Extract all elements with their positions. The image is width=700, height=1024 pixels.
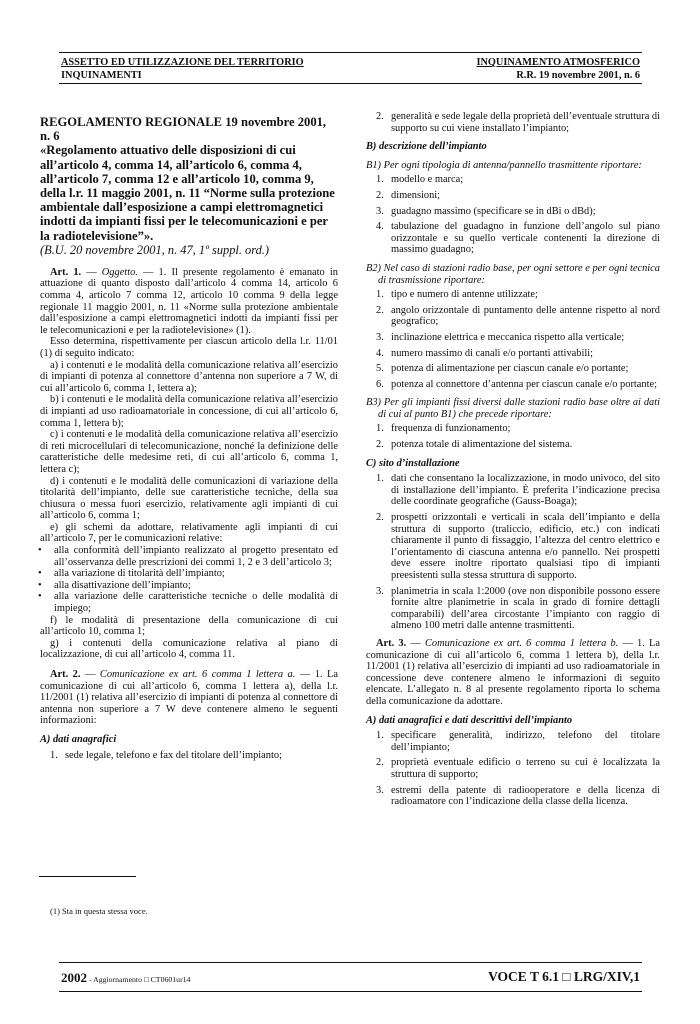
running-header (59, 52, 642, 84)
list-item: 1. tipo e numero di antenne utilizzate; (376, 289, 538, 301)
list-item: 2. prospetti orizzontali e verticali in scala dell’impianto e della struttura di supporto (traliccio, edificio, etc.) con indicati chiaramente il punto di fissaggio, l’altezza del centro elettrico e l’orientamento di ciascuna antenna e/o pannello. Nei prospetti deve essere inoltre riportato qualsiasi tipo di impianti preesistenti sulla stessa struttura di supporto. (376, 512, 660, 581)
art2-section-a: A) dati anagrafici (40, 733, 117, 745)
art1-paragraph: Art. 1. — Oggetto. — 1. Il presente regolamento è emanato in attuazione di quanto disposto dall’articolo 4 comma 14, articolo 6 comma 4, articolo 7 comma 12, articolo 10 comma 9 della legge regionale 11 maggio 2001, n. 11 «Norme sulla protezione ambientale dall’esposizione a campi elettromagnetici indotti da impianti fissi per le telecomunicazioni e per la radiotelevisione» (1). (40, 266, 338, 336)
art1-heading: Art. 1. (50, 266, 82, 278)
footer-left (61, 970, 190, 986)
art2-section-b: B) descrizione dell’impianto (366, 141, 487, 153)
art1-text: — 1. Il presente regolamento è emanato in attuazione di quanto disposto dall’articolo 4 comma 14, articolo 6 comma 4, articolo 7 comma 12, articolo 10 comma 9 della legge regionale 11 maggio 2001, n. 11 «Norme sulla protezione ambientale dall’esposizione a campi elettromagnetici indotti da impianti fissi per le telecomunicazioni e per la radiotelevisione» (1). (40, 266, 338, 336)
b1-list (366, 174, 660, 256)
header-left (61, 57, 304, 82)
list-item: 3. guadagno massimo (specificare se in dBi o dBd); (376, 205, 596, 217)
art1-f: f) le modalità di presentazione della comunicazione di cui all’articolo 10, comma 1; (40, 614, 338, 638)
regulation-title: REGOLAMENTO REGIONALE 19 novembre 2001, n. 6 (40, 115, 327, 144)
header-section-title: ASSETTO ED UTILIZZAZIONE DEL TERRITORIO (61, 57, 304, 68)
art2-text: — 1. La comunicazione di cui all’articolo 6, comma 1 lettera a), della l.r. 11/2001 (1) relativa all’esercizio di impianti di potenza al connettore di antenna non superiore a 7 W deve contenere almeno le seguenti informazioni: (40, 669, 338, 727)
art3-paragraph: Art. 3. — Comunicazione ex art. 6 comma 1 lettera b. — 1. La comunicazione di cui all’articolo 6, comma 1 lettera b), della l.r. 11/2001 (1) relativa all’esercizio di impianti ad uso radioamatoriale in concessione deve contenere almeno le informazioni di seguito elencate. L’allegato n. 8 al presente regolamento riporta lo schema della comunicazione da adottare. (366, 637, 660, 707)
bullet-item: • alla variazione di titolarità dell’impianto; (40, 568, 338, 580)
art1-a: a) i contenuti e le modalità della comunicazione relativa all’esercizio di impianti di potenza al connettore d’antenna non superiore a 7 W, di cui all’articolo 6, comma 1, lettera a); (40, 359, 338, 394)
art1-c: c) i contenuti e le modalità della comunicazione relativa all’esercizio di reti microcellulari di telecomunicazione, nonché la definizione delle caratteristiche delle medesime reti, di cui all’articolo 6, comma 1, lettera c); (40, 429, 338, 475)
list-item: 6. potenza al connettore d’antenna per ciascun canale e/o portante; (376, 378, 657, 390)
art2-paragraph: Art. 2. — Comunicazione ex art. 6 comma 1 lettera a. — 1. La comunicazione di cui all’articolo 6, comma 1 lettera a), della l.r. 11/2001 (1) relativa all’esercizio di impianti di potenza al connettore di antenna non superiore a 7 W deve contenere almeno le seguenti informazioni: (40, 669, 338, 727)
art3-subject: Comunicazione ex art. 6 comma 1 lettera b. (424, 637, 619, 649)
list-item: 2. generalità e sede legale della proprietà dell’eventuale struttura di supporto su cui viene installato l’impianto; (376, 111, 660, 134)
art2-heading: Art. 2. (50, 669, 81, 681)
header-right (476, 57, 640, 82)
list-item: 2. dimensioni; (376, 189, 441, 201)
art2-subject: Comunicazione ex art. 6 comma 1 lettera a. (99, 669, 296, 681)
art3-heading: Art. 3. (376, 637, 407, 649)
list-item: 2. angolo orizzontale di puntamento delle antenne rispetto al nord geografico; (376, 304, 660, 328)
header-subsection: INQUINAMENTI (61, 69, 142, 81)
bullet-item: • alla variazione delle caratteristiche tecniche o delle modalità di impiego; (40, 591, 338, 614)
c-list (366, 473, 660, 632)
list-item: 3. planimetria in scala 1:2000 (ove non disponibile possono essere fornite altre planimetrie in scala in grado di fornire dettagli comparabili) dell’area circostante l’impianto con raggio di almeno 100 metri dalle antenne trasmittenti. (376, 585, 660, 632)
footer-update: - Aggiornamento □ CT0601ur14 (87, 975, 191, 984)
list-item: 2. proprietà eventuale edificio o terreno su cui è localizzata la struttura di supporto; (376, 757, 660, 780)
list-item: 3. estremi della patente di radiooperatore e della licenza di radioamatore con l’indicazione della classe della licenza. (376, 784, 660, 808)
header-regulation-ref: R.R. 19 novembre 2001, n. 6 (516, 69, 640, 81)
list-item: 5. potenza di alimentazione per ciascun canale e/o portante; (376, 363, 629, 375)
list-item: 1. modello e marca; (376, 174, 464, 186)
left-column (40, 115, 338, 765)
art2-a-list-cont (366, 111, 660, 134)
art1-p2: Esso determina, rispettivamente per ciascun articolo della l.r. 11/01 (1) di seguito indicato: (40, 336, 338, 359)
list-item: 4. numero massimo di canali e/o portanti attivabili; (376, 347, 593, 359)
list-item: 2. potenza totale di alimentazione del sistema. (376, 439, 573, 451)
art2-a-list (40, 750, 338, 762)
art1-e: e) gli schemi da adottare, relativamente agli impianti di cui all’articolo 7, per le comunicazioni relative: (40, 521, 338, 545)
list-item: 1. sede legale, telefono e fax del titolare dell’impianto; (50, 749, 282, 761)
list-item: 4. tabulazione del guadagno in funzione dell’angolo sul piano orizzontale e su quello verticale contenenti la direzione di massimo guadagno; (376, 221, 660, 256)
b2-list (366, 289, 660, 390)
regulation-subtitle: «Regolamento attuativo delle disposizioni di cui all’articolo 4, comma 14, all’articolo 6, comma 4, all’articolo 7, comma 12 e all’articolo 10, comma 9, della l.r. 11 maggio 2001, n. 11 “Norme sulla protezione ambientale dall’esposizione a campi elettromagnetici indotti da impianti fissi per le telecomunicazioni e per la radiotelevisione”». (40, 143, 335, 243)
footnote: (1) Sta in questa stessa voce. (50, 906, 148, 916)
b2-heading: B2) Nel caso di stazioni radio base, per ogni settore e per ogni tecnica di trasmissione riportare: (366, 262, 660, 286)
bulletin-reference: (B.U. 20 novembre 2001, n. 47, 1º suppl. ord.) (40, 242, 270, 257)
footer-voce: VOCE T 6.1 □ LRG/XIV,1 (488, 969, 640, 984)
bullet-item: • alla conformità dell’impianto realizzato al progetto presentato ed all’osservanza delle prescrizioni dei commi 1, 2 e 3 dell’articolo 3; (40, 545, 338, 568)
art1-subject: Oggetto. (101, 266, 138, 278)
bullet-item: • alla disattivazione dell’impianto; (40, 580, 338, 592)
footer-year: 2002 (61, 970, 87, 985)
art2-section-c: C) sito d’installazione (366, 457, 460, 469)
footnote-divider (39, 876, 136, 877)
art1-d: d) i contenuti e le modalità delle comunicazioni di variazione della titolarità dell’impianto, delle sue caratteristiche tecniche, della sua chiusura o messa fuori esercizio, relativamente agli impianti di cui all’articolo 6, comma 1; (40, 475, 338, 522)
list-item: 1. frequenza di funzionamento; (376, 423, 511, 435)
right-column (366, 111, 660, 812)
list-item: 3. inclinazione elettrica e meccanica rispetto alla verticale; (376, 331, 625, 343)
art3-list (366, 730, 660, 808)
list-item: 1. specificare generalità, indirizzo, telefono del titolare dell’impianto; (376, 730, 660, 753)
list-item: 1. dati che consentano la localizzazione, in modo univoco, del sito di installazione dell’impianto. È preferita l’indicazione precisa delle coordinate geografiche (Gauss-Boaga); (376, 473, 660, 508)
b3-heading: B3) Per gli impianti fissi diversi dalle stazioni radio base oltre ai dati di cui al punto B1) che precede riportare: (366, 397, 660, 420)
page-footer (59, 962, 642, 992)
b1-heading: B1) Per ogni tipologia di antenna/pannello trasmittente riportare: (366, 159, 642, 171)
header-topic: INQUINAMENTO ATMOSFERICO (476, 57, 640, 68)
b3-list (366, 423, 660, 450)
art1-b: b) i contenuti e le modalità della comunicazione relativa all’esercizio di impianti ad uso radioamatoriale in concessione, di cui all’articolo 6, comma 1, lettera b); (40, 394, 338, 429)
art1-g: g) i contenuti della comunicazione relativa al piano di localizzazione, di cui all’articolo 4, comma 11. (40, 637, 338, 661)
art3-section-a: A) dati anagrafici e dati descrittivi dell’impianto (366, 714, 573, 726)
art3-text: — 1. La comunicazione di cui all’articolo 6, comma 1 lettera b), della l.r. 11/2001 (1) relativa all’esercizio di impianti ad uso radioamatoriale in concessione deve contenere almeno le informazioni di seguito elencate. L’allegato n. 8 al presente regolamento riporta lo schema della comunicazione da adottare. (366, 637, 660, 707)
